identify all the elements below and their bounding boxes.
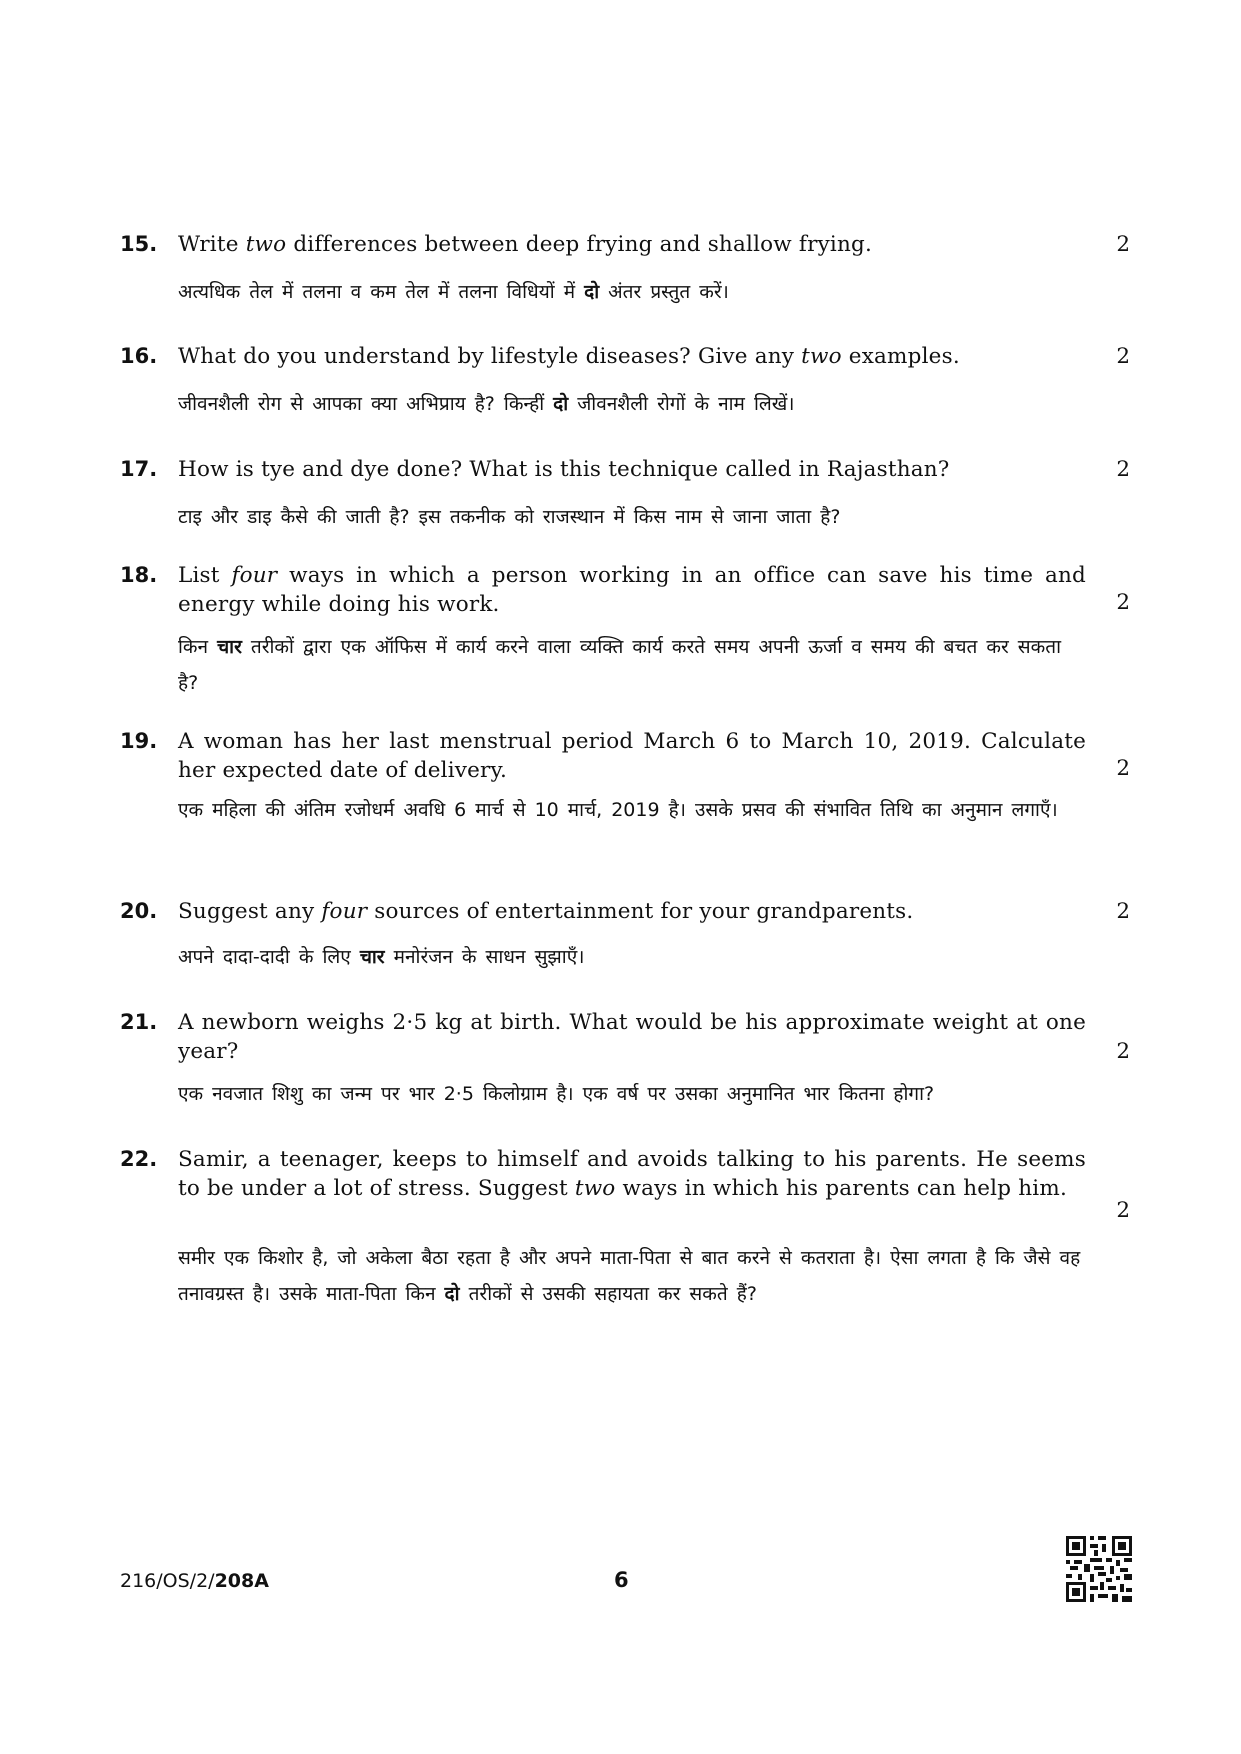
question-text-english: Samir, a teenager, keeps to himself and avoids talking to his parents. He seems to be under a lot of stress. Suggest two ways in which his parents can help him. xyxy=(178,1147,1086,1201)
emphasis-word: two xyxy=(245,232,287,257)
question-number: 17. xyxy=(120,457,158,481)
question-text-hindi: एक नवजात शिशु का जन्म पर भार 2·5 किलोग्राम है। एक वर्ष पर उसका अनुमानित भार कितना होगा? xyxy=(178,1083,935,1105)
marks: 2 xyxy=(1116,232,1130,257)
question-text-hindi: अपने दादा-दादी के लिए चार मनोरंजन के साधन सुझाएँ। xyxy=(178,946,585,968)
marks: 2 xyxy=(1116,457,1130,482)
marks: 2 xyxy=(1116,899,1130,924)
question-text-hindi: टाइ और डाइ कैसे की जाती है? इस तकनीक को राजस्थान में किस नाम से जाना जाता है? xyxy=(178,506,841,528)
question-number: 15. xyxy=(120,232,158,256)
question-number: 18. xyxy=(120,563,158,587)
page-number: 6 xyxy=(614,1568,629,1592)
emphasis-word: चार xyxy=(359,946,385,968)
question-number: 16. xyxy=(120,344,158,368)
emphasis-word: two xyxy=(801,344,842,369)
marks: 2 xyxy=(1116,756,1130,781)
emphasis-word: two xyxy=(574,1176,616,1201)
question-text-english: A woman has her last menstrual period March 6 to March 10, 2019. Calculate her expected date of delivery. xyxy=(178,729,1086,783)
question-text-hindi: अत्यधिक तेल में तलना व कम तेल में तलना विधियों में दो अंतर प्रस्तुत करें। xyxy=(178,281,729,303)
question-text-english: How is tye and dye done? What is this technique called in Rajasthan? xyxy=(178,457,950,482)
question-text-english: Write two differences between deep frying and shallow frying. xyxy=(178,232,873,257)
emphasis-word: दो xyxy=(553,393,569,415)
emphasis-word: चार xyxy=(217,636,242,658)
question-text-hindi: समीर एक किशोर है, जो अकेला बैठा रहता है और अपने माता-पिता से बात करने से कतराता है। ऐसा लगता है कि जैसे वह तनावग्रस्त है। उसके माता-पिता किन दो तरीकों से उसकी सहायता कर सकते हैं? xyxy=(178,1247,1081,1305)
question-text-hindi: किन चार तरीकों द्वारा एक ऑफिस में कार्य करने वाला व्यक्ति कार्य करते समय अपनी ऊर्जा व समय की बचत कर सकता है? xyxy=(178,636,1061,694)
question-text-english: Suggest any four sources of entertainment for your grandparents. xyxy=(178,899,914,924)
paper-code-set: 208A xyxy=(214,1570,269,1592)
marks: 2 xyxy=(1116,344,1130,369)
emphasis-word: four xyxy=(231,563,278,588)
paper-code-prefix: 216/OS/2/ xyxy=(120,1570,215,1592)
marks: 2 xyxy=(1116,1039,1130,1064)
paper-code xyxy=(120,1570,269,1592)
question-number: 19. xyxy=(120,729,158,753)
marks: 2 xyxy=(1116,590,1130,615)
emphasis-word: दो xyxy=(444,1283,460,1305)
question-number: 21. xyxy=(120,1010,158,1034)
question-text-hindi: जीवनशैली रोग से आपका क्या अभिप्राय है? किन्हीं दो जीवनशैली रोगों के नाम लिखें। xyxy=(178,393,795,415)
question-text-hindi: एक महिला की अंतिम रजोधर्म अवधि 6 मार्च से 10 मार्च, 2019 है। उसके प्रसव की संभावित तिथि का अनुमान लगाएँ। xyxy=(178,799,1058,821)
question-text-english: A newborn weighs 2·5 kg at birth. What would be his approximate weight at one year? xyxy=(178,1010,1086,1064)
marks: 2 xyxy=(1116,1198,1130,1223)
question-text-english: List four ways in which a person working in an office can save his time and energy while doing his work. xyxy=(178,563,1086,617)
emphasis-word: दो xyxy=(584,281,600,303)
question-number: 20. xyxy=(120,899,158,923)
question-number: 22. xyxy=(120,1147,158,1171)
qr-code-icon xyxy=(1066,1536,1132,1602)
question-text-english: What do you understand by lifestyle diseases? Give any two examples. xyxy=(178,344,960,369)
emphasis-word: four xyxy=(321,899,368,924)
